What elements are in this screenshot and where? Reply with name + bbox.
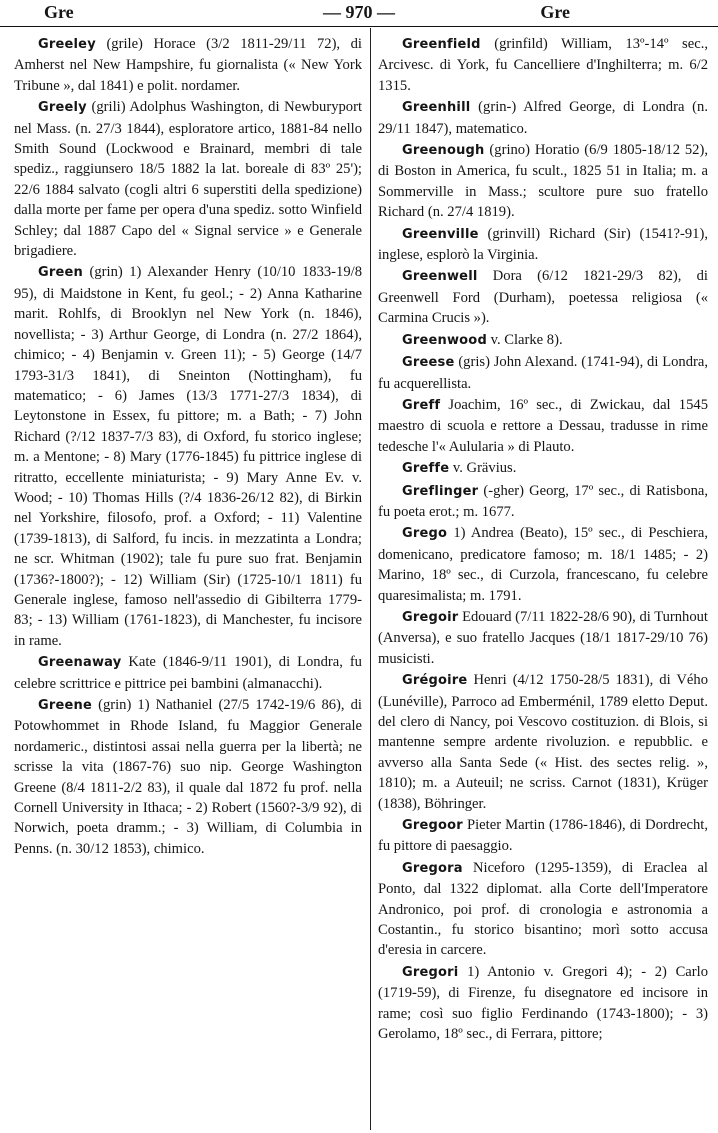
entry-greflinger — [378, 481, 708, 523]
headword: Greenville — [402, 226, 479, 242]
entry-text: (-gher) Georg, 17º sec., di Ratisbona, fu poeta erot.; m. 1677. — [378, 482, 708, 520]
headword: Greenaway — [38, 655, 122, 671]
headword: Gregori — [402, 964, 459, 980]
entry-grego — [378, 523, 708, 606]
headword: Greff — [402, 397, 441, 413]
entry-greely — [14, 97, 362, 261]
entry-gregoire — [378, 670, 708, 814]
entry-greff — [378, 395, 708, 457]
entry-green — [14, 262, 362, 651]
headword: Greenhill — [402, 100, 471, 116]
right-column — [378, 34, 708, 1132]
entry-greenwood — [378, 330, 708, 351]
entry-text: (grinfild) William, 13º-14º sec., Arcivesc. di York, fu Cancelliere d'Inghilterra; m. 6/2 1315. — [378, 36, 708, 94]
entry-greenhill — [378, 97, 708, 139]
running-head-left: Gre — [44, 2, 74, 22]
entry-text: Henri (4/12 1750-28/5 1831), di Vého (Lunéville), Parroco ad Emberménil, 1789 eletto Deput. del clero di Nancy, poi Vescovo costituzion. di Blois, si mantenne sempre ardente rivoluzion. e repubblic. e avverso alla Santa Sede (« Hist. des sectes relig. », 1810); m. a Auteuil; ne scriss. Carnot (1831), Krüger (1838), Böhringer. — [378, 672, 708, 812]
entry-text: Pieter Martin (1786-1846), di Dordrecht, fu pittore di paesaggio. — [378, 817, 708, 855]
entry-gregoir — [378, 607, 708, 669]
headword: Greely — [38, 100, 87, 116]
entry-text: Niceforo (1295-1359), di Eraclea al Ponto, dal 1322 diplomat. alla Corte dell'Imperatore Andronico, poi prof. di cronologia e astronomia a Costantin., fu storico bisantino; morì sotto accusa d'eresia in carcere. — [378, 859, 708, 959]
headword: Gregoir — [402, 609, 459, 625]
entry-greenfield — [378, 34, 708, 96]
entry-greeley — [14, 34, 362, 96]
headword: Green — [38, 265, 83, 281]
entry-text: (grin) 1) Alexander Henry (10/10 1833-19/8 95), di Maidstone in Kent, fu geol.; - 2) Anna Katharine marit. Rohlfs, di Brooklyn nel New York (n. 1846), novellista; - 3) Arthur George, di Londra (n. 27/2 1864), chimico; - 4) Benjamin v. Green 11); - 5) George (14/7 1793-31/3 1841), di Sneinton (Nottingham), fu matematico; - 6) James (13/3 1771-27/3 1834), di Leytonstone in Essex, fu pittore; m. a Bath; - 7) John Richard (?/12 1837-7/3 83), di Oxford, fu storico inglese; m. a Mentone; - 8) Mary (1776-1845) fu pittrice inglese di ritratto, eccellente miniaturista; - 9) Mary Anne Ev. v. Wood; - 10) Thomas Hills (?/4 1836-26/12 82), di Birkin nel Yorkshire, filosofo, prof. a Oxford; - 11) Valentine (1739-1813), di Salford, fu incis. in mezzatinta a Londra; ne scr. Whitman (1902); tale fu pure suo frat. Benjamin (1736?-1800?); - 12) William (Sir) (1725-10/1 1811) fu Generale inglese, famoso nell'assedio di Gibilterra 1779-83; - 13) William (1761-1823), di Manchester, fu incisore in rame. — [14, 264, 362, 649]
column-divider — [370, 28, 371, 1130]
left-column — [14, 34, 362, 1132]
entry-text: 1) Andrea (Beato), 15º sec., di Peschiera, domenicano, predicatore famoso; m. 18/1 1485; - 2) Marino, 18º sec., di Curzola, francescano, fu celebre quaresimalista; m. 1791. — [378, 525, 708, 604]
entry-text: (grin) 1) Nathaniel (27/5 1742-19/6 86), di Potowhommet in Rhode Island, fu Maggior Generale nordameric., distintosi assai nella guerra per la libertà; ne scrisse la vita (1867-76) suo nip. George Washington Greene (8/4 1811-2/2 83), il quale dal 1872 fu prof. nella Cornell University in Ithaca; - 2) Robert (1560?-3/9 92), di Norwich, poeta dramm.; - 3) William, di Columbia in Penns. (n. 30/12 1853), chimico. — [14, 697, 362, 857]
entry-text: 1) Antonio v. Gregori 4); - 2) Carlo (1719-59), di Firenze, fu disegnatore ed incisore in rame; così suo figlio Ferdinando (1743-1800); - 3) Gerolamo, 18º sec., di Ferrara, pittore; — [378, 963, 708, 1043]
headword: Greenfield — [402, 37, 481, 52]
running-head-right: Gre — [540, 2, 570, 22]
entry-text: Joachim, 16º sec., di Zwickau, dal 1545 maestro di scuola e rettore a Dessau, tradusse in rime tedesche l'« Aulularia » di Plauto. — [378, 396, 708, 455]
entry-text: v. Clarke 8). — [490, 331, 563, 348]
entry-gregoor — [378, 815, 708, 857]
headword: Greenwood — [402, 332, 487, 348]
page-header — [0, 0, 718, 27]
entry-greenaway — [14, 652, 362, 694]
entry-text: (gris) John Alexand. (1741-94), di Londra, fu acquerellista. — [378, 354, 708, 392]
entry-text: v. Grävius. — [452, 460, 517, 477]
headword: Grego — [402, 526, 448, 542]
entry-text: Kate (1846-9/11 1901), di Londra, fu celebre scrittrice e pittrice pei bambini (almanacchi). — [14, 654, 362, 692]
entry-text: (grino) Horatio (6/9 1805-18/12 52), di Boston in America, fu scult., 1825 51 in Italia; m. a Sommerville in Mass.; scultore pure suo fratello Richard (n. 27/4 1819). — [378, 142, 708, 221]
entry-greenville — [378, 224, 708, 266]
headword: Greenough — [402, 143, 485, 159]
entry-greenwell — [378, 266, 708, 328]
headword: Greenwell — [402, 269, 478, 285]
entry-text: (grinvill) Richard (Sir) (1541?-91), inglese, esplorò la Virginia. — [378, 225, 708, 264]
entry-text: (grin-) Alfred George, di Londra (n. 29/11 1847), matematico. — [378, 99, 708, 137]
headword: Greese — [402, 355, 455, 371]
entry-text: Dora (6/12 1821-29/3 82), di Greenwell Ford (Durham), poetessa religiosa (« Carmina Crucis »). — [378, 268, 708, 327]
entry-text: (grili) Adolphus Washington, di Newburyport nel Mass. (n. 27/3 1844), esploratore artico, 1881-84 nello Smith Sound (Lockwood e Brainard, membri di tale spediz., raggiunsero 18/5 1882 la lat. boreale di 83º 25'); 22/6 1884 salvato (cogli altri 6 superstiti della spedizione) dalla morte per fame per opera d'una spediz. sotto Winfield Schley; dal 1887 Capo del « Signal service » e Generale brigadiere. — [14, 99, 362, 260]
entry-greffe — [378, 458, 708, 479]
entry-greenough — [378, 140, 708, 223]
entry-text: (grile) Horace (3/2 1811-29/11 72), di Amherst nel New Hampshire, fu giornalista (« New York Tribune », dal 1841) e polit. nordamer. — [14, 36, 362, 94]
entry-greese — [378, 352, 708, 394]
headword: Grégoire — [402, 673, 468, 689]
headword: Gregoor — [402, 818, 463, 834]
entry-text: Edouard (7/11 1822-28/6 90), di Turnhout (Anversa), e suo fratello Jacques (18/1 1817-29/10 76) musicisti. — [378, 608, 708, 667]
headword: Greeley — [38, 37, 96, 52]
page-number: — 970 — — [323, 2, 395, 22]
headword: Greffe — [402, 461, 450, 477]
entry-greene — [14, 695, 362, 859]
headword: Gregora — [402, 860, 463, 876]
headword: Greene — [38, 698, 92, 713]
headword: Greflinger — [402, 483, 479, 499]
entry-gregora — [378, 858, 708, 961]
entry-gregori — [378, 962, 708, 1045]
